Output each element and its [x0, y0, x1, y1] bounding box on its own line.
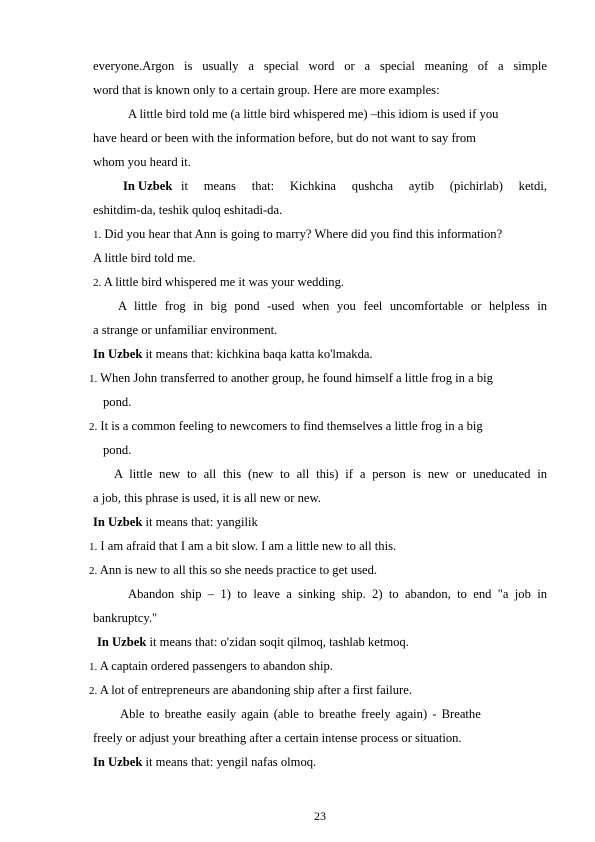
- numbered-item: [93, 227, 547, 243]
- text-line: pond.: [103, 395, 132, 409]
- text-line: A lot of entrepreneurs are abandoning ship after a first failure.: [99, 683, 412, 697]
- text-line: it means that: yengil nafas olmoq.: [145, 755, 317, 769]
- text-line: A little frog in big pond -used when you feel uncomfortable or helpless in: [118, 299, 547, 313]
- item-number: 1.: [93, 229, 102, 241]
- text-line: A little new to all this (new to all this) if a person is new or uneducated in: [114, 467, 547, 481]
- text-line: Abandon ship – 1) to leave a sinking ship. 2) to abandon, to end "a job in: [128, 587, 547, 601]
- in-uzbek-label: In Uzbek: [93, 755, 143, 769]
- numbered-item: [89, 419, 543, 435]
- definition-line: [93, 755, 547, 770]
- definition-line: [93, 347, 547, 362]
- text-line: it means that: kichkina baqa katta ko'lmakda.: [145, 347, 373, 361]
- definition-line: [123, 179, 547, 194]
- item-number: 2.: [89, 685, 98, 697]
- text-line: When John transferred to another group, he found himself a little frog in a big: [100, 371, 493, 385]
- text-line: It is a common feeling to newcomers to find themselves a little frog in a big: [100, 419, 483, 433]
- text-line: A captain ordered passengers to abandon ship.: [99, 659, 333, 673]
- in-uzbek-label: In Uzbek: [123, 179, 173, 193]
- text-line: it means that: yangilik: [145, 515, 258, 529]
- item-number: 2.: [89, 565, 98, 577]
- numbered-item: [89, 683, 543, 699]
- text-line: A little bird told me (a little bird whispered me) –this idiom is used if you: [128, 107, 499, 121]
- numbered-item: [89, 563, 543, 579]
- definition-line: [97, 635, 551, 650]
- text-line: it means that: Kichkina qushcha aytib (pichirlab) ketdi,: [181, 179, 547, 193]
- text-line: eshitdim-da, teshik quloq eshitadi-da.: [93, 203, 283, 217]
- text-line: Ann is new to all this so she needs practice to get used.: [99, 563, 378, 577]
- item-number: 1.: [89, 373, 98, 385]
- text-line: everyone.Argon is usually a special word or a special meaning of a simple: [93, 59, 547, 73]
- text-line: word that is known only to a certain group. Here are more examples:: [93, 83, 440, 97]
- in-uzbek-label: In Uzbek: [93, 515, 143, 529]
- text-line: it means that: o'zidan soqit qilmoq, tashlab ketmoq.: [149, 635, 409, 649]
- numbered-item: [89, 659, 543, 675]
- definition-line: [93, 515, 547, 530]
- text-line: Did you hear that Ann is going to marry? Where did you find this information?: [104, 227, 503, 241]
- numbered-item: [89, 539, 543, 555]
- text-line: I am afraid that I am a bit slow. I am a little new to all this.: [100, 539, 397, 553]
- in-uzbek-label: In Uzbek: [93, 347, 143, 361]
- text-line: freely or adjust your breathing after a certain intense process or situation.: [93, 731, 462, 745]
- text-line: have heard or been with the information before, but do not want to say from: [93, 131, 476, 145]
- item-number: 2.: [93, 277, 102, 289]
- text-line: A little bird whispered me it was your wedding.: [103, 275, 345, 289]
- text-line: Able to breathe easily again (able to breathe freely again) - Breathe: [120, 707, 481, 721]
- text-line: bankruptcy.": [93, 611, 158, 625]
- item-number: 1.: [89, 541, 98, 553]
- text-line: a job, this phrase is used, it is all new or new.: [93, 491, 321, 505]
- text-line: pond.: [103, 443, 132, 457]
- item-number: 1.: [89, 661, 98, 673]
- text-line: a strange or unfamiliar environment.: [93, 323, 278, 337]
- numbered-item: [89, 371, 543, 387]
- text-line: A little bird told me.: [93, 251, 196, 265]
- in-uzbek-label: In Uzbek: [97, 635, 147, 649]
- page-number: 23: [314, 809, 326, 823]
- numbered-item: [93, 275, 547, 291]
- text-line: whom you heard it.: [93, 155, 191, 169]
- item-number: 2.: [89, 421, 98, 433]
